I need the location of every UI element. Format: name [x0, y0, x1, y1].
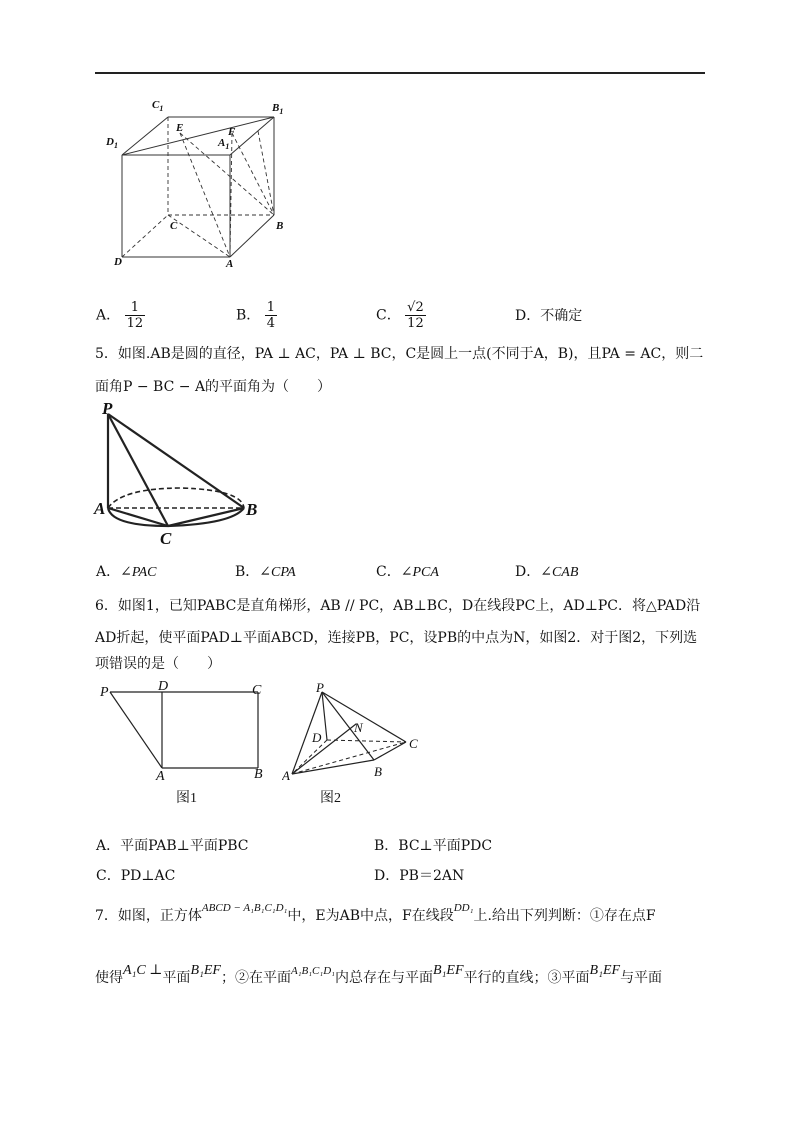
q6-stem-line3: 项错误的是（ ） — [95, 656, 221, 672]
label-C: C — [160, 529, 172, 548]
header-rule — [95, 72, 705, 74]
label-D1: $D_1$ — [106, 136, 118, 150]
q6-option-d: D．PB＝2AN — [374, 868, 465, 884]
q7-line1: 7．如图，正方体$^{ABCD - A_1B_1C_1D_1}$中，E为AB中点，F在线段$^{DD_1}$上.给出下列判断：①存在点F — [95, 902, 656, 924]
q4-option-a: A． $\frac{1}{12}$ — [96, 300, 144, 331]
label-C: C — [170, 220, 178, 232]
q4-option-c: C． $\frac{√2}{12}$ — [376, 300, 424, 331]
label-D: D — [158, 680, 169, 694]
label-A: A — [282, 768, 290, 783]
q6-option-a: A．平面PAB⊥平面PBC — [96, 838, 249, 854]
label-P: P — [102, 399, 113, 418]
label-B1: $B_1$ — [272, 102, 284, 116]
q5-option-d: D．∠CAB — [515, 564, 579, 580]
q4-option-d: D．不确定 — [515, 308, 583, 324]
label-A: A — [156, 769, 165, 784]
label-C: C — [252, 683, 262, 698]
q6-stem-line2: AD折起，使平面PAD⊥平面ABCD，连接PB，PC，设PB的中点为N，如图2．对于图2，下列选 — [95, 630, 698, 646]
label-N: N — [354, 720, 363, 735]
q4-cube-figure — [100, 95, 300, 275]
label-D: D — [114, 256, 122, 268]
q6-option-c: C．PD⊥AC — [96, 868, 176, 884]
q4-option-b: B． $\frac{1}{4}$ — [236, 300, 276, 331]
label-B: B — [276, 220, 284, 232]
q5-option-a: A．∠PAC — [96, 564, 157, 580]
q5-stem-line1: 5．如图.AB是圆的直径，PA ⊥ AC，PA ⊥ BC，C是圆上一点(不同于A，B)，且PA = AC，则二 — [95, 346, 704, 362]
q7-line2: 使得A₁C ⊥平面B₁EF；②在平面$^{A_1B_1C_1D_1}$内总存在与平面B₁EF平行的直线；③平面B₁EF与平面 — [95, 963, 663, 986]
q6-option-b: B．BC⊥平面PDC — [374, 838, 493, 854]
q6-figure-1 — [96, 680, 276, 810]
label-A1: $A_1$ — [218, 137, 230, 151]
q5-option-c: C．∠PCA — [376, 564, 439, 580]
label-B: B — [374, 764, 382, 779]
label-B: B — [246, 500, 258, 519]
label-P: P — [316, 680, 324, 695]
label-F: F — [228, 126, 236, 138]
q5-option-b: B．∠CPA — [235, 564, 296, 580]
label-E: E — [176, 122, 184, 134]
q6-figure-2 — [282, 680, 432, 810]
q5-stem-line2: 面角P − BC − A的平面角为（ ） — [95, 379, 332, 395]
label-D: D — [312, 730, 322, 745]
label-A: A — [94, 499, 106, 518]
q5-cone-figure — [92, 398, 272, 548]
label-C: C — [409, 736, 418, 751]
label-A: A — [226, 258, 234, 270]
label-C1: $C_1$ — [152, 99, 164, 113]
label-P: P — [100, 685, 109, 700]
q6-stem-line1: 6．如图1，已知PABC是直角梯形，AB // PC，AB⊥BC，D在线段PC上，AD⊥PC．将△PAD沿 — [95, 598, 701, 614]
label-B: B — [254, 767, 263, 782]
fig2-caption: 图2 — [320, 791, 341, 806]
fig1-caption: 图1 — [176, 791, 197, 806]
